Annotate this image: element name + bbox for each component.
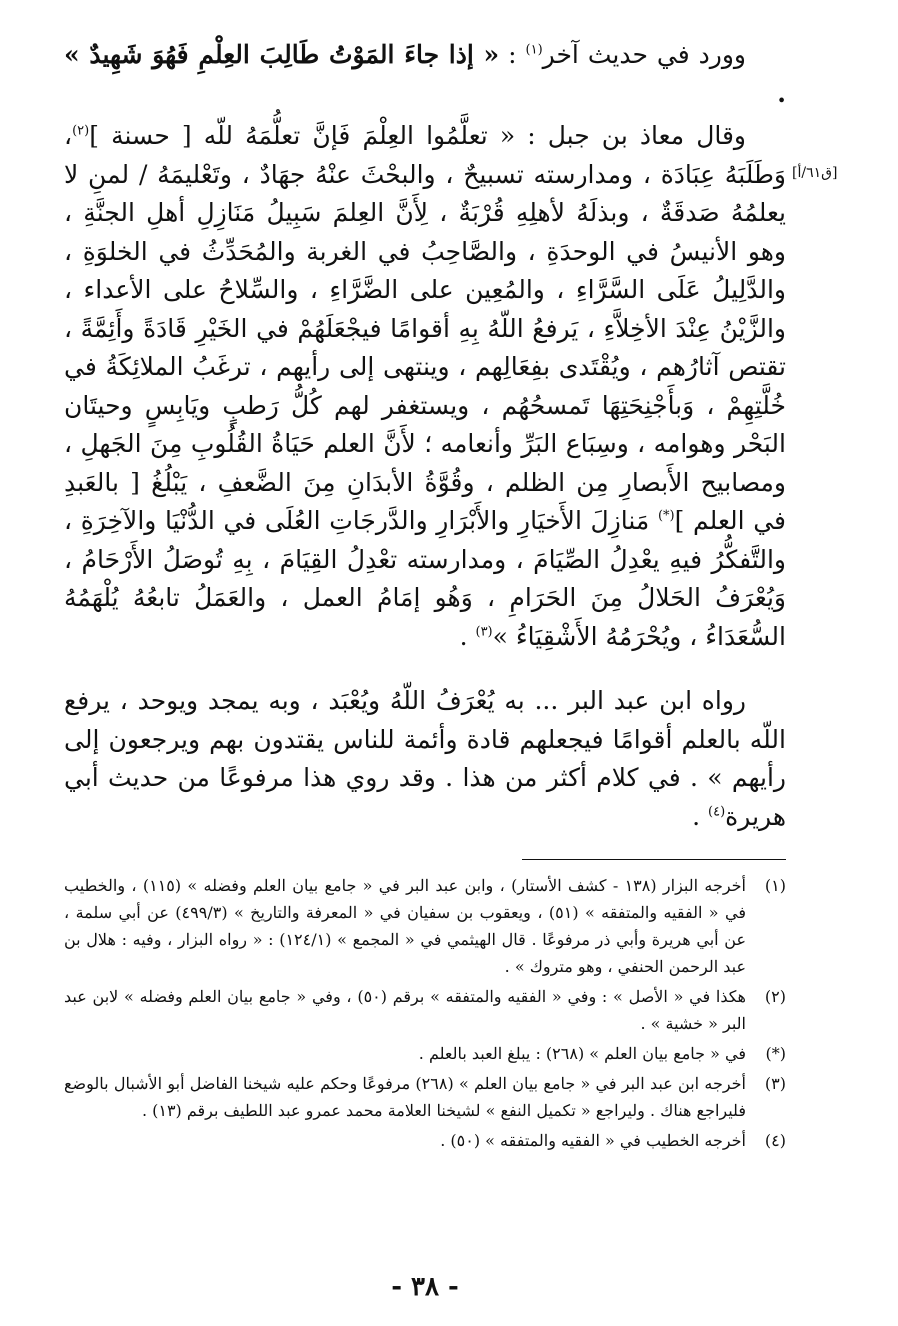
paragraph-muadh <box>64 117 786 656</box>
hadith-quote: « إذا جاءَ المَوْتُ طَالِبَ العِلْمِ فَهُوَ شَهِيدٌ » . <box>64 40 786 108</box>
paragraph-text: مَنازِلَ الأَخيَارِ والأَبْرَارِ والدَّرجَاتِ العُلَى في الدُّنْيَا والآخِرَةِ ، والتَّفكُّرُ فيهِ يعْدِلُ الصِّيَامَ ، ومدارسته تعْدِلُ القِيَامَ ، بِهِ تُوصَلُ الأَرْحَامُ ، وَيُعْرَفُ الحَلالُ مِنَ الحَرَامِ ، وَهُو إمَامُ العمل ، والعَمَلُ تابعُهُ يُلْهَمُهُ السُّعَدَاءُ ، ويُحْرَمُهُ الأَشْقِيَاءُ » <box>64 506 786 651</box>
footnote-ref-1[interactable]: (١) <box>525 42 543 58</box>
footnote-number: (٤) <box>764 1131 786 1150</box>
paragraph-end: . <box>692 801 709 831</box>
footnote-number: (١) <box>764 876 786 895</box>
footnote-item <box>64 1070 786 1124</box>
footnote-number: (٣) <box>764 1074 786 1093</box>
footnote-item <box>64 1127 786 1154</box>
manuscript-folio-note: [ق٦١/أ] <box>792 165 838 181</box>
footnote-number: (٢) <box>764 987 786 1006</box>
footnote-item <box>64 1040 786 1067</box>
footnote-ref-2[interactable]: (٢) <box>72 123 90 139</box>
footnote-ref-star[interactable]: (*) <box>657 508 675 524</box>
footnotes-section <box>64 872 786 1157</box>
footnote-number: (*) <box>765 1044 786 1063</box>
footnote-text: في « جامع بيان العلم » (٢٦٨) : يبلغ العبد بالعلم . <box>418 1044 746 1063</box>
paragraph-end: . <box>459 621 476 651</box>
paragraph-lead: وقال معاذ بن جبل : « تعلَّمُوا العِلْمَ فَإنَّ تعلُّمَهُ للّه [ حسنة ] <box>89 121 746 150</box>
page-number: - ٣٨ - <box>391 1272 459 1302</box>
book-page <box>64 36 838 1302</box>
paragraph-lead: وورد في حديث آخر <box>542 40 746 69</box>
footnote-text: أخرجه البزار (١٣٨ - كشف الأستار) ، وابن عبد البر في « جامع بيان العلم وفضله » (١١٥) ، والخطيب في « الفقيه والمتفقه » (٥١) ، ويعقوب بن سفيان في « المعرفة والتاريخ » (٤٩٩/٣) عن أبي سلمة ، عن أبي هريرة وأبي ذر مرفوعًا . قال الهيثمي في « المجمع » (١٢٤/١) : « رواه البزار ، وفيه : هلال بن عبد الرحمن الحنفي ، وهو متروك » . <box>64 876 747 976</box>
footnote-text: هكذا في « الأصل » : وفي « الفقيه والمتفقه » برقم (٥٠) ، وفي « جامع بيان العلم وفضله » لابن عبد البر « خشية » . <box>64 987 746 1033</box>
paragraph-text: ، وَطَلَبَهُ عِبَادَة ، ومدارسته تسبيحٌ ، والبحْثَ عنْهُ جهَادٌ ، وتَعْليمَهُ / لمنِ لا يعلمُهُ صَدقَةٌ ، وبذلَهُ لأهلِهِ قُرْبَةٌ ، لِأَنَّ العِلمَ سَبِيلُ مَنَازِلِ أهلِ الجنَّةِ ، وهو الأنيسُ في الوحدَةِ ، والصَّاحِبُ في الغربة والمُحَدِّثُ في الخلوَةِ ، والدَّلِيلُ عَلَى السَّرَّاءِ ، والمُعِين على الضَّرَّاءِ ، والسِّلاحُ على الأعداء ، والزَّيْنُ عِنْدَ الأخِلاَّءِ ، يَرفعُ اللّهُ بِهِ أقوامًا فيجْعَلَهُمْ في الخَيْرِ قَادَةً وأَئِمَّةً ، تقتص آثارُهم ، ويُقْتَدى بفِعَالِهم ، وينتهى إلى رأيهم ، ترغَبُ الملائِكَةُ في خُلَّتِهِمْ ، وَبأَجْنِحَتِهَا تَمسحُهُم ، ويستغفر لهم كُلُّ رَطبٍ ويَابِسٍ وحيتَان البَحْر وهوامه ، وسِبَاع البَرِّ وأنعامه ؛ لأَنَّ العلم حَيَاةُ القُلُوبِ مِنَ الجَهلِ ، ومصابيح الأَبصارِ مِن الظلم ، وقُوَّةُ الأبدَانِ مِنَ الضَّعفِ ، يَبْلُغُ [ بالعَبدِ في العلم ] <box>64 121 787 535</box>
paragraph-text: رواه ابن عبد البر ... به يُعْرَفُ اللّهُ ويُعْبَد ، وبه يمجد ويوحد ، يرفع اللّه بالعلم أقوامًا فيجعلهم قادة وأئمة للناس يقتدون بهم ويرجعون إلى رأيهم » . في كلام أكثر من هذا . وقد روي هذا مرفوعًا من حديث أبي هريرة <box>64 686 786 831</box>
footnote-text: أخرجه ابن عبد البر في « جامع بيان العلم » (٢٦٨) مرفوعًا وحكم عليه شيخنا الفاضل أبو الأشبال بالوضع فليراجع هناك . وليراجع « تكميل النفع » لشيخنا العلامة محمد عمرو عبد اللطيف برقم (١٣) . <box>64 1074 747 1120</box>
footnote-item <box>64 983 786 1037</box>
paragraph-narration <box>64 682 786 836</box>
footnote-item <box>64 872 786 980</box>
footnote-ref-4[interactable]: (٤) <box>708 804 726 820</box>
separator: : <box>499 40 526 69</box>
footnote-ref-3[interactable]: (٣) <box>475 624 493 640</box>
paragraph-hadith-martyr <box>64 36 786 113</box>
footnote-divider <box>522 859 786 860</box>
footnote-text: أخرجه الخطيب في « الفقيه والمتفقه » (٥٠) . <box>440 1131 746 1150</box>
